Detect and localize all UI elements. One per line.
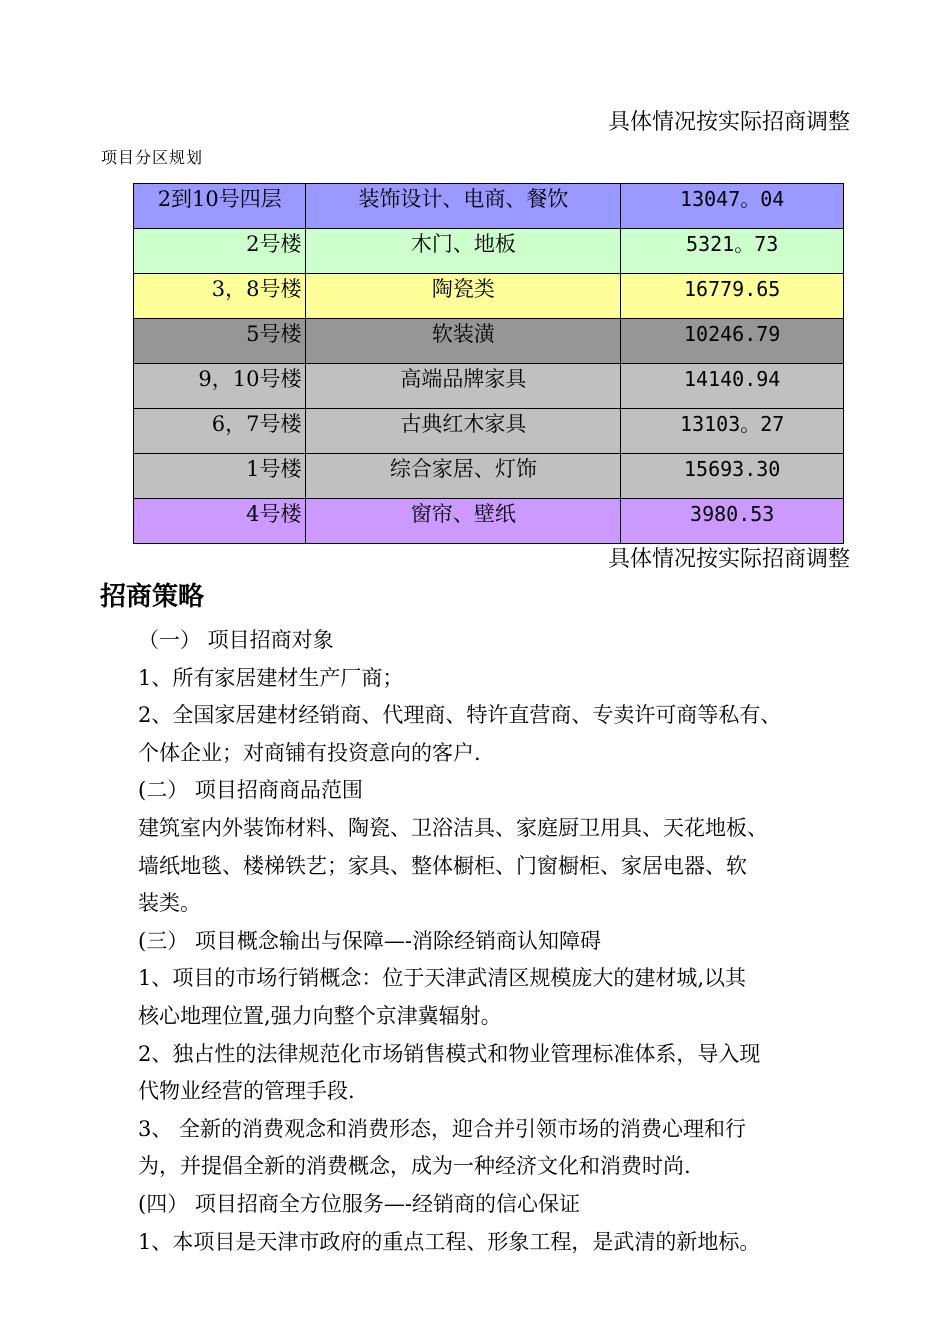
- subheading-1: （一） 项目招商对象: [138, 628, 334, 652]
- building-cell: 5号楼: [134, 319, 306, 364]
- subheading-4: (四） 项目招商全方位服务—-经销商的信心保证: [138, 1191, 580, 1216]
- subheading-3: (三） 项目概念输出与保障—-消除经销商认知障碍: [138, 928, 601, 953]
- section-heading: 招商策略: [100, 582, 205, 612]
- table-row: [134, 319, 844, 364]
- paragraph-line: 2、独占性的法律规范化市场销售模式和物业管理标准体系，导入现: [138, 1041, 761, 1066]
- area-cell: 10246.79: [621, 319, 844, 364]
- zone-planning-table: [133, 183, 844, 544]
- table-row: [134, 454, 844, 499]
- adjustment-note-bottom: 具体情况按实际招商调整: [607, 547, 850, 572]
- table-row: [134, 274, 844, 319]
- area-cell: 13103。27: [621, 409, 844, 454]
- area-cell: 3980.53: [621, 499, 844, 544]
- category-cell: 陶瓷类: [306, 274, 621, 319]
- area-cell: 5321。73: [621, 229, 844, 274]
- building-cell: 3，8号楼: [134, 274, 306, 319]
- building-cell: 2到10号四层: [134, 184, 306, 229]
- paragraph-line: 个体企业；对商铺有投资意向的客户.: [138, 740, 481, 765]
- paragraph-line: 核心地理位置,强力向整个京津冀辐射。: [138, 1003, 502, 1028]
- category-cell: 综合家居、灯饰: [306, 454, 621, 499]
- category-cell: 木门、地板: [306, 229, 621, 274]
- area-cell: 15693.30: [621, 454, 844, 499]
- paragraph-line: 代物业经营的管理手段.: [138, 1079, 355, 1104]
- category-cell: 软装潢: [306, 319, 621, 364]
- table-row: [134, 229, 844, 274]
- category-cell: 窗帘、壁纸: [306, 499, 621, 544]
- building-cell: 4号楼: [134, 499, 306, 544]
- paragraph-line: 为，并提倡全新的消费概念，成为一种经济文化和消费时尚.: [138, 1154, 691, 1179]
- subheading-2: (二） 项目招商商品范围: [138, 778, 363, 803]
- table-row: [134, 409, 844, 454]
- paragraph-line: 2、全国家居建材经销商、代理商、特许直营商、专卖许可商等私有、: [138, 703, 782, 728]
- building-cell: 6，7号楼: [134, 409, 306, 454]
- table-row: [134, 499, 844, 544]
- area-cell: 16779.65: [621, 274, 844, 319]
- paragraph-line: 建筑室内外装饰材料、陶瓷、卫浴洁具、家庭厨卫用具、天花地板、: [138, 815, 768, 840]
- building-cell: 2号楼: [134, 229, 306, 274]
- paragraph-line: 3、 全新的消费观念和消费形态，迎合并引领市场的消费心理和行: [138, 1116, 747, 1141]
- area-cell: 14140.94: [621, 364, 844, 409]
- zone-planning-label: 项目分区规划: [101, 148, 204, 167]
- area-cell: 13047。04: [621, 184, 844, 229]
- paragraph-line: 装类。: [138, 891, 201, 916]
- paragraph-line: 1、项目的市场行销概念：位于天津武清区规模庞大的建材城,以其: [138, 966, 747, 991]
- paragraph-line: 1、本项目是天津市政府的重点工程、形象工程，是武清的新地标。: [138, 1229, 761, 1254]
- strategy-body: [138, 622, 878, 1261]
- category-cell: 古典红木家具: [306, 409, 621, 454]
- category-cell: 高端品牌家具: [306, 364, 621, 409]
- table-row: [134, 184, 844, 229]
- category-cell: 装饰设计、电商、餐饮: [306, 184, 621, 229]
- building-cell: 9，10号楼: [134, 364, 306, 409]
- table-row: [134, 364, 844, 409]
- paragraph-line: 墙纸地毯、楼梯铁艺；家具、整体橱柜、门窗橱柜、家居电器、软: [138, 853, 747, 878]
- building-cell: 1号楼: [134, 454, 306, 499]
- adjustment-note-top: 具体情况按实际招商调整: [607, 110, 850, 135]
- paragraph-line: 1、所有家居建材生产厂商；: [138, 665, 404, 690]
